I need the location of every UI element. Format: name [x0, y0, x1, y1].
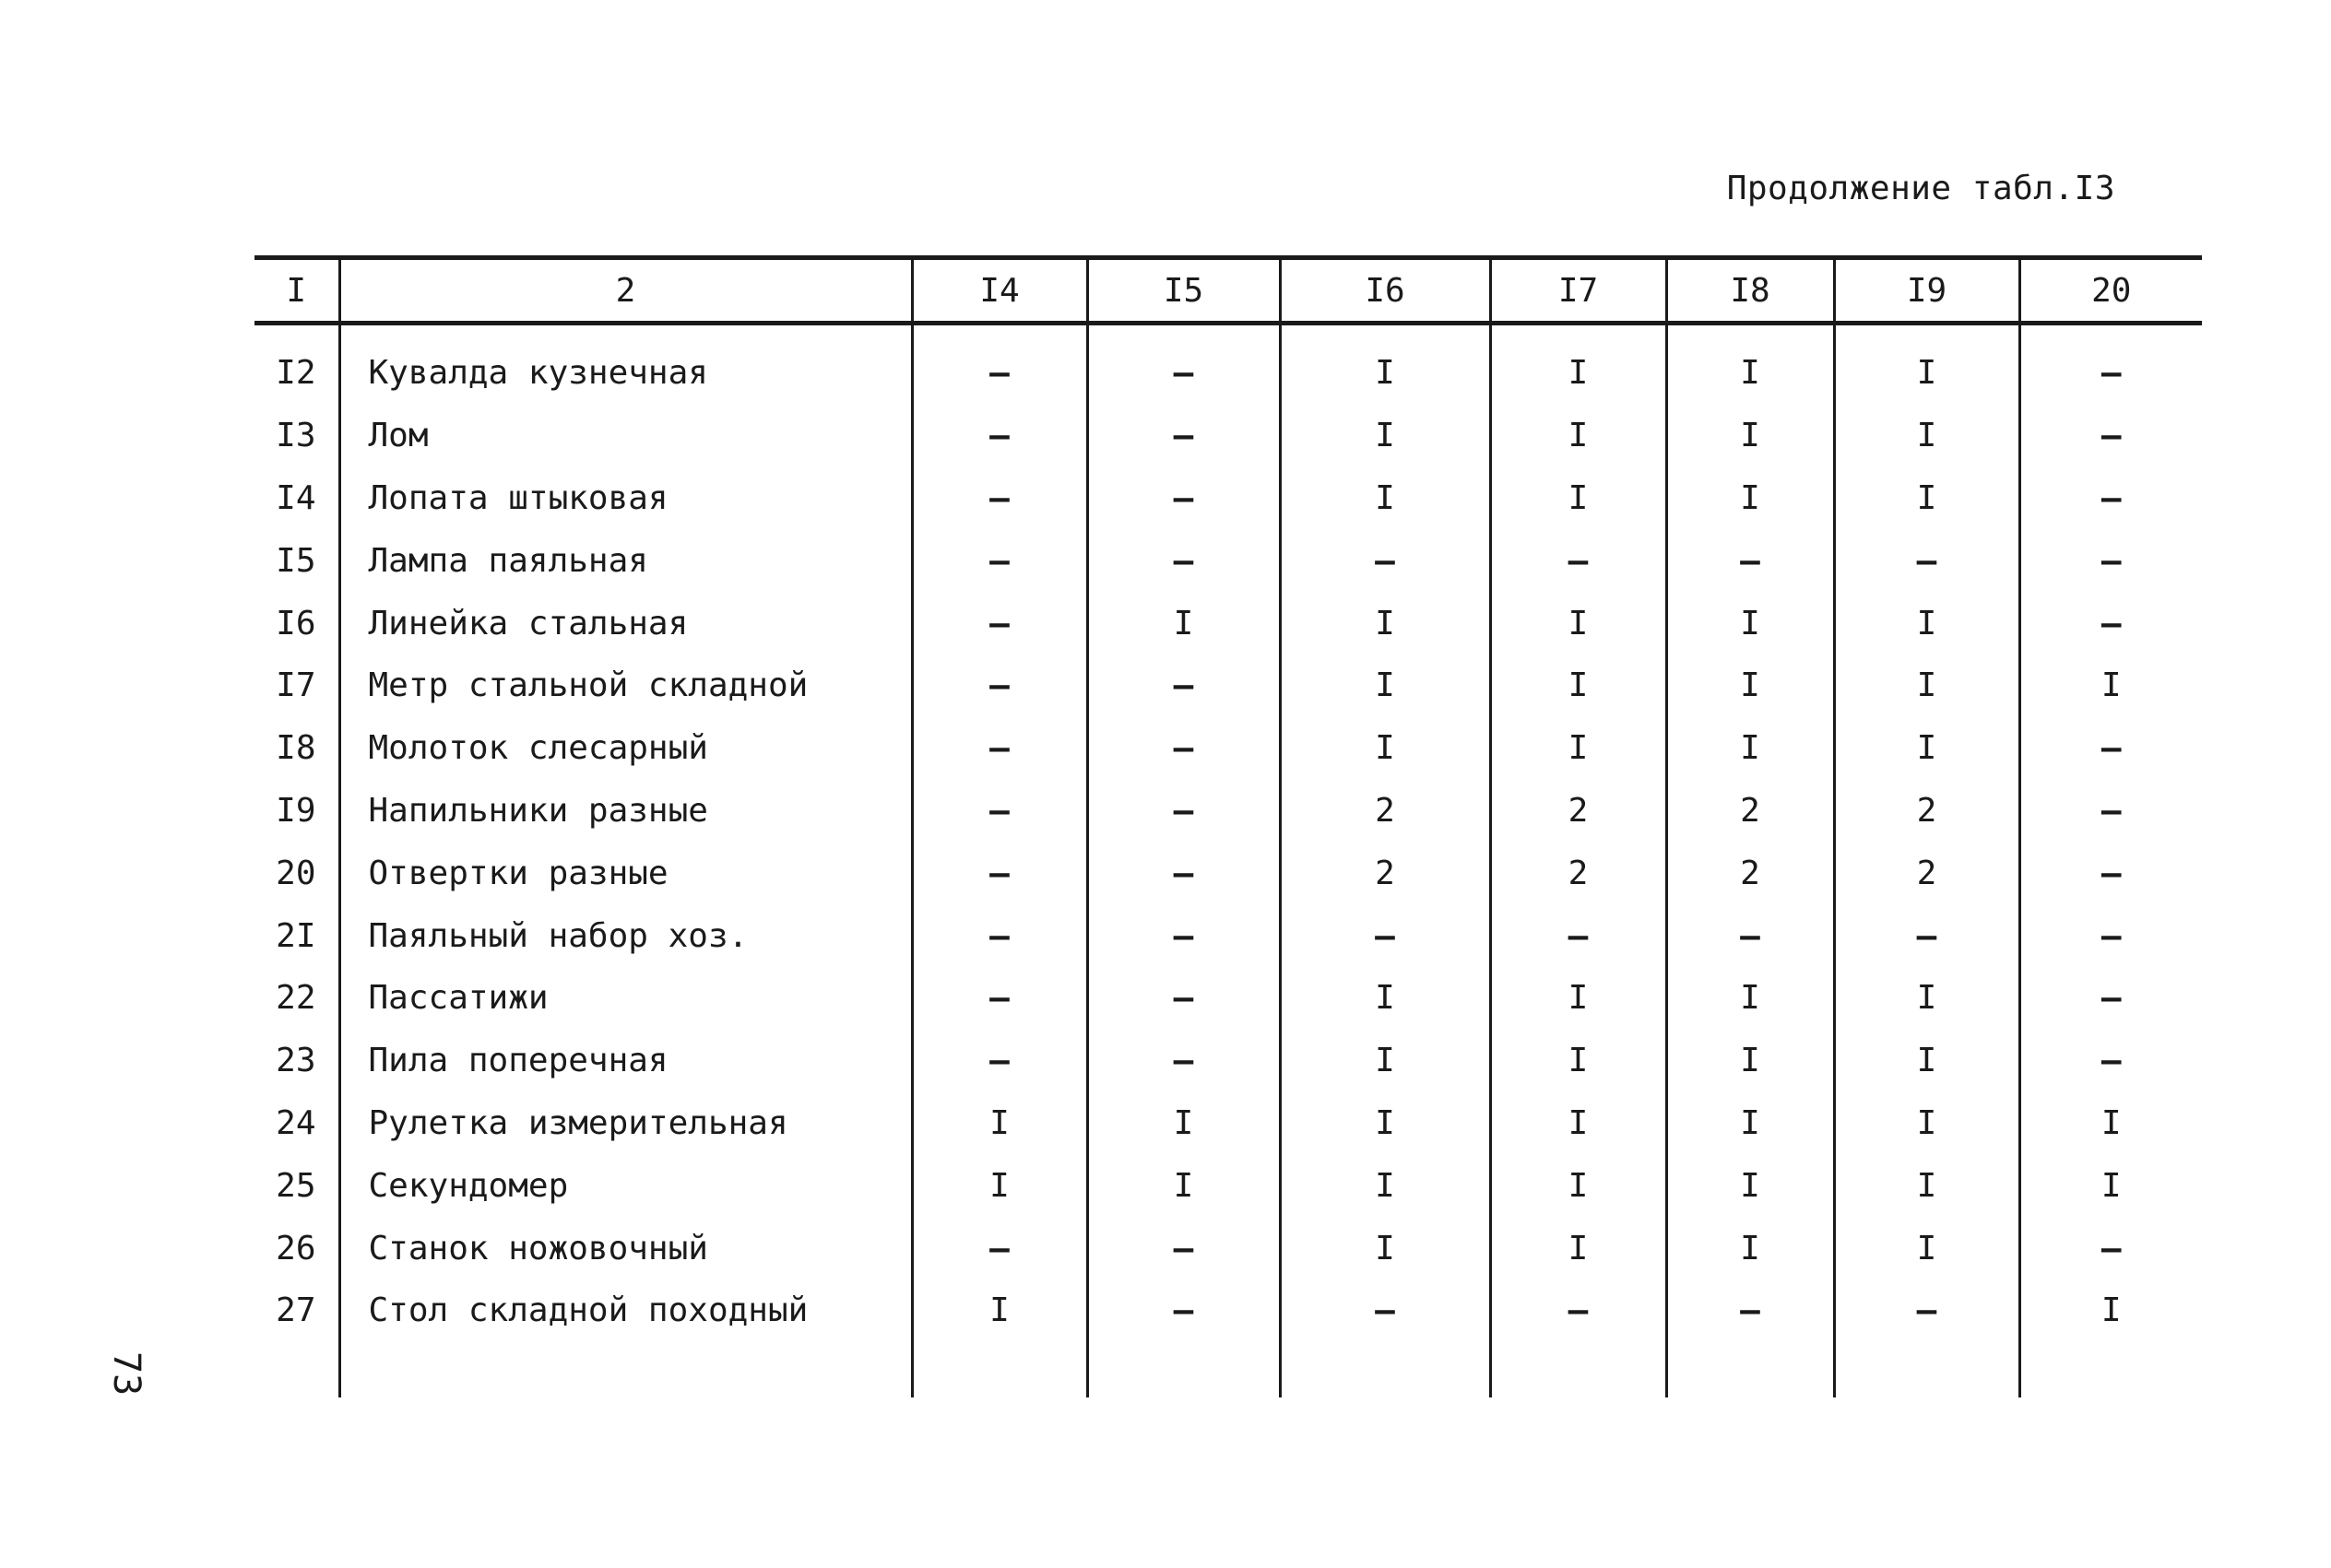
quantity-cell: I — [2019, 1154, 2202, 1217]
quantity-cell: – — [2019, 1030, 2202, 1092]
empty-cell — [1280, 1342, 1490, 1397]
row-number-cell: 26 — [276, 1229, 316, 1267]
column-header-4: I5 — [1087, 258, 1280, 324]
table-row — [254, 592, 2202, 654]
quantity-cell: – — [912, 1030, 1087, 1092]
item-name-cell: Отвертки разные — [339, 842, 912, 904]
table-row — [254, 1030, 2202, 1092]
quantity-cell: – — [2019, 405, 2202, 467]
quantity-cell: I — [1834, 1030, 2019, 1092]
quantity-cell: I — [1666, 405, 1834, 467]
row-number-cell: 23 — [276, 1042, 316, 1080]
item-name-cell: Молоток слесарный — [339, 717, 912, 780]
row-number-cell: 22 — [276, 979, 316, 1018]
quantity-cell: I — [1280, 1092, 1490, 1155]
quantity-cell: I — [1834, 654, 2019, 717]
table-row — [254, 1217, 2202, 1279]
table-row — [254, 842, 2202, 904]
quantity-cell: – — [1087, 780, 1280, 843]
row-number-cell: I7 — [276, 666, 316, 705]
table-row — [254, 324, 2202, 405]
column-header-6: I7 — [1490, 258, 1666, 324]
row-number-cell: I8 — [276, 729, 316, 768]
quantity-cell: I — [1490, 467, 1666, 530]
quantity-cell: 2 — [1280, 780, 1490, 843]
quantity-cell: 2 — [1834, 842, 2019, 904]
quantity-cell: I — [1280, 1030, 1490, 1092]
empty-cell — [339, 1342, 912, 1397]
quantity-cell: 2 — [1834, 780, 2019, 843]
quantity-cell: – — [1087, 1217, 1280, 1279]
table-row — [254, 967, 2202, 1030]
quantity-cell: I — [1280, 1154, 1490, 1217]
quantity-cell: I — [1666, 1092, 1834, 1155]
equipment-table-container — [254, 255, 2202, 1397]
quantity-cell: I — [1666, 654, 1834, 717]
row-number-cell: I4 — [276, 478, 316, 517]
column-header-8: I9 — [1834, 258, 2019, 324]
table-row — [254, 717, 2202, 780]
quantity-cell: – — [912, 842, 1087, 904]
table-trailing-space — [254, 1342, 2202, 1397]
quantity-cell: I — [1834, 324, 2019, 405]
quantity-cell: – — [1834, 1279, 2019, 1342]
item-name-cell: Паяльный набор хоз. — [339, 904, 912, 967]
quantity-cell: – — [1666, 529, 1834, 592]
table-row — [254, 405, 2202, 467]
quantity-cell: – — [1666, 1279, 1834, 1342]
quantity-cell: – — [1087, 654, 1280, 717]
quantity-cell: – — [1490, 529, 1666, 592]
item-name-cell: Лом — [339, 405, 912, 467]
item-name-cell: Напильники разные — [339, 780, 912, 843]
page-number: 73 — [105, 1351, 148, 1397]
empty-cell — [1087, 1342, 1280, 1397]
column-header-3: I4 — [912, 258, 1087, 324]
table-row — [254, 467, 2202, 530]
quantity-cell: – — [912, 592, 1087, 654]
quantity-cell: I — [1490, 1154, 1666, 1217]
quantity-cell: – — [912, 405, 1087, 467]
quantity-cell: I — [1280, 717, 1490, 780]
item-name-cell: Пассатижи — [339, 967, 912, 1030]
item-name-cell: Стол складной походный — [339, 1279, 912, 1342]
quantity-cell: – — [1087, 717, 1280, 780]
empty-cell — [2019, 1342, 2202, 1397]
quantity-cell: – — [1087, 967, 1280, 1030]
quantity-cell: I — [1834, 1217, 2019, 1279]
item-name-cell: Кувалда кузнечная — [339, 324, 912, 405]
quantity-cell: I — [912, 1154, 1087, 1217]
table-row — [254, 1279, 2202, 1342]
item-name-cell: Пила поперечная — [339, 1030, 912, 1092]
item-name-cell: Рулетка измерительная — [339, 1092, 912, 1155]
quantity-cell: – — [2019, 324, 2202, 405]
quantity-cell: I — [1280, 1217, 1490, 1279]
quantity-cell: I — [1834, 1092, 2019, 1155]
table-caption: Продолжение табл.I3 — [1726, 170, 2115, 207]
quantity-cell: 2 — [1490, 842, 1666, 904]
quantity-cell: – — [1087, 467, 1280, 530]
row-number-cell: 27 — [276, 1291, 316, 1330]
header-row — [254, 258, 2202, 324]
table-row — [254, 904, 2202, 967]
quantity-cell: – — [912, 967, 1087, 1030]
quantity-cell: I — [1834, 405, 2019, 467]
quantity-cell: – — [1834, 904, 2019, 967]
column-header-7: I8 — [1666, 258, 1834, 324]
row-number-cell: I6 — [276, 604, 316, 643]
quantity-cell: I — [1834, 967, 2019, 1030]
quantity-cell: I — [1666, 1217, 1834, 1279]
column-header-1: I — [254, 258, 339, 324]
quantity-cell: – — [2019, 967, 2202, 1030]
quantity-cell: I — [1666, 717, 1834, 780]
table-body — [254, 324, 2202, 1397]
quantity-cell: I — [1087, 1154, 1280, 1217]
quantity-cell: I — [1280, 967, 1490, 1030]
item-name-cell: Лопата штыковая — [339, 467, 912, 530]
item-name-cell: Метр стальной складной — [339, 654, 912, 717]
quantity-cell: 2 — [1280, 842, 1490, 904]
column-header-2: 2 — [339, 258, 912, 324]
quantity-cell: – — [912, 717, 1087, 780]
quantity-cell: I — [1834, 467, 2019, 530]
column-header-9: 20 — [2019, 258, 2202, 324]
quantity-cell: I — [1666, 1154, 1834, 1217]
quantity-cell: – — [1087, 1030, 1280, 1092]
row-number-cell: I3 — [276, 417, 316, 455]
quantity-cell: – — [1834, 529, 2019, 592]
quantity-cell: 2 — [1666, 780, 1834, 843]
empty-cell — [254, 1342, 339, 1397]
quantity-cell: I — [1834, 592, 2019, 654]
quantity-cell: – — [912, 467, 1087, 530]
row-number-cell: 20 — [276, 854, 316, 892]
quantity-cell: – — [912, 1217, 1087, 1279]
quantity-cell: I — [1490, 967, 1666, 1030]
quantity-cell: I — [1490, 405, 1666, 467]
quantity-cell: I — [1666, 467, 1834, 530]
quantity-cell: – — [1490, 904, 1666, 967]
quantity-cell: – — [912, 654, 1087, 717]
quantity-cell: – — [1087, 529, 1280, 592]
column-header-5: I6 — [1280, 258, 1490, 324]
row-number-cell: I2 — [276, 354, 316, 393]
quantity-cell: I — [912, 1279, 1087, 1342]
quantity-cell: I — [1666, 967, 1834, 1030]
quantity-cell: I — [1834, 717, 2019, 780]
row-number-cell: I9 — [276, 791, 316, 830]
table-row — [254, 654, 2202, 717]
quantity-cell: I — [1490, 1092, 1666, 1155]
quantity-cell: I — [1490, 592, 1666, 654]
quantity-cell: – — [1666, 904, 1834, 967]
quantity-cell: I — [1666, 592, 1834, 654]
table-row — [254, 1154, 2202, 1217]
quantity-cell: I — [1490, 324, 1666, 405]
item-name-cell: Станок ножовочный — [339, 1217, 912, 1279]
quantity-cell: – — [1087, 1279, 1280, 1342]
quantity-cell: – — [2019, 592, 2202, 654]
table-row — [254, 529, 2202, 592]
quantity-cell: I — [2019, 1092, 2202, 1155]
quantity-cell: I — [1490, 654, 1666, 717]
quantity-cell: – — [1087, 842, 1280, 904]
quantity-cell: – — [2019, 780, 2202, 843]
quantity-cell: – — [2019, 717, 2202, 780]
quantity-cell: I — [1834, 1154, 2019, 1217]
quantity-cell: – — [1280, 904, 1490, 967]
quantity-cell: I — [1666, 1030, 1834, 1092]
quantity-cell: – — [2019, 904, 2202, 967]
quantity-cell: – — [1280, 529, 1490, 592]
row-number-cell: 25 — [276, 1166, 316, 1205]
quantity-cell: I — [1666, 324, 1834, 405]
empty-cell — [1490, 1342, 1666, 1397]
quantity-cell: – — [2019, 1217, 2202, 1279]
quantity-cell: I — [1087, 1092, 1280, 1155]
quantity-cell: – — [912, 529, 1087, 592]
quantity-cell: I — [1280, 467, 1490, 530]
quantity-cell: I — [1280, 405, 1490, 467]
item-name-cell: Секундомер — [339, 1154, 912, 1217]
quantity-cell: – — [912, 904, 1087, 967]
table-row — [254, 1092, 2202, 1155]
quantity-cell: – — [912, 324, 1087, 405]
quantity-cell: I — [1087, 592, 1280, 654]
equipment-table — [254, 255, 2202, 1397]
row-number-cell: I5 — [276, 541, 316, 580]
quantity-cell: – — [1087, 904, 1280, 967]
quantity-cell: I — [1490, 1030, 1666, 1092]
quantity-cell: – — [2019, 842, 2202, 904]
quantity-cell: I — [1280, 654, 1490, 717]
quantity-cell: – — [1490, 1279, 1666, 1342]
quantity-cell: I — [1490, 717, 1666, 780]
row-number-cell: 24 — [276, 1103, 316, 1142]
quantity-cell: 2 — [1490, 780, 1666, 843]
quantity-cell: I — [2019, 654, 2202, 717]
empty-cell — [912, 1342, 1087, 1397]
row-number-cell: 2I — [276, 916, 316, 955]
quantity-cell: – — [912, 780, 1087, 843]
quantity-cell: I — [1280, 592, 1490, 654]
quantity-cell: – — [2019, 529, 2202, 592]
empty-cell — [1666, 1342, 1834, 1397]
empty-cell — [1834, 1342, 2019, 1397]
quantity-cell: – — [1280, 1279, 1490, 1342]
quantity-cell: – — [2019, 467, 2202, 530]
quantity-cell: – — [1087, 405, 1280, 467]
quantity-cell: 2 — [1666, 842, 1834, 904]
quantity-cell: – — [1087, 324, 1280, 405]
item-name-cell: Линейка стальная — [339, 592, 912, 654]
quantity-cell: I — [1280, 324, 1490, 405]
quantity-cell: I — [912, 1092, 1087, 1155]
quantity-cell: I — [2019, 1279, 2202, 1342]
quantity-cell: I — [1490, 1217, 1666, 1279]
table-row — [254, 780, 2202, 843]
item-name-cell: Лампа паяльная — [339, 529, 912, 592]
